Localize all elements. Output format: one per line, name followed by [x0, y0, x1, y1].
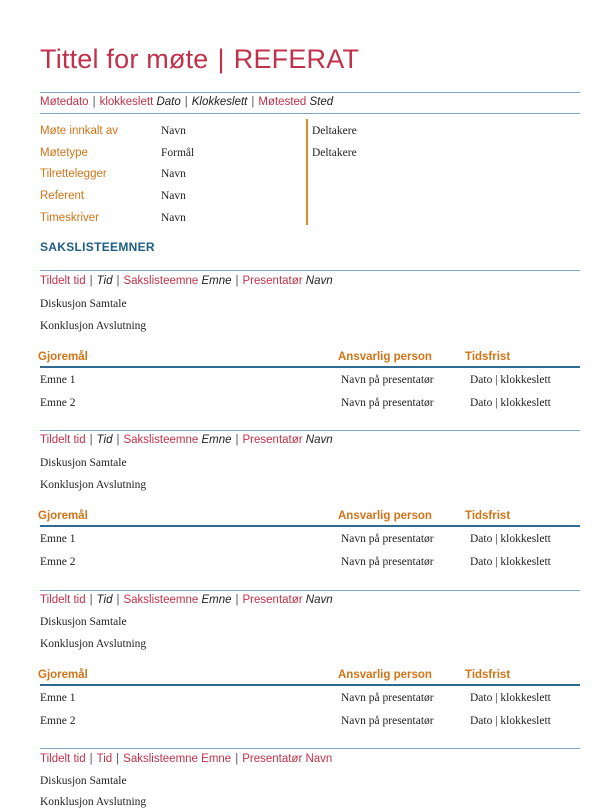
discussion-text: Diskusjon Samtale [40, 298, 127, 310]
action-person: Navn på presentatør [341, 374, 434, 386]
person-column-header: Ansvarlig person [338, 510, 432, 522]
agenda-topic-label: Sakslisteemne [123, 434, 199, 446]
action-person: Navn på presentatør [341, 692, 434, 704]
task-column-header: Gjoremål [38, 669, 88, 681]
separator: | [235, 275, 239, 287]
separator: | [235, 434, 239, 446]
action-task: Emne 1 [40, 374, 76, 386]
participant: Deltakere [312, 125, 357, 137]
date-label: Møtedato [40, 96, 89, 108]
info-value: Navn [161, 190, 186, 202]
presenter-label: Presentatør [242, 434, 303, 446]
separator: | [116, 275, 120, 287]
deadline-column-header: Tidsfrist [465, 510, 511, 522]
separator: | [89, 753, 93, 765]
info-value: Navn [161, 168, 186, 180]
actions-header-rule [40, 525, 580, 527]
conclusion-text: Konklusjon Avslutning [40, 479, 147, 491]
agenda-topic-label: Sakslisteemne [123, 275, 199, 287]
info-rule [40, 113, 580, 114]
time-value: Tid [96, 434, 113, 446]
action-task: Emne 2 [40, 397, 76, 409]
allotted-time-label: Tildelt tid [40, 275, 86, 287]
meeting-info-line [40, 96, 333, 108]
topic-value: Emne [201, 275, 232, 287]
person-column-header: Ansvarlig person [338, 669, 432, 681]
agenda-topic-label: Sakslisteemne [123, 594, 199, 606]
actions-header-rule [40, 366, 580, 368]
separator: | [92, 96, 96, 108]
separator: | [89, 275, 93, 287]
action-deadline: Dato | klokkeslett [470, 556, 551, 568]
title-tag: REFERAT [233, 44, 360, 74]
task-column-header: Gjoremål [38, 510, 88, 522]
info-label: Timeskriver [40, 212, 99, 224]
info-label: Referent [40, 190, 85, 202]
presenter-label: Presentatør [242, 753, 303, 765]
action-person: Navn på presentatør [341, 556, 434, 568]
task-column-header: Gjoremål [38, 351, 88, 363]
time-label: klokkeslett [99, 96, 154, 108]
agenda-line [40, 275, 333, 287]
place-label: Møtested [258, 96, 307, 108]
time-value: Tid [96, 753, 113, 765]
presenter-label: Presentatør [242, 275, 303, 287]
action-deadline: Dato | klokkeslett [470, 715, 551, 727]
separator: | [184, 96, 188, 108]
agenda-line [40, 434, 333, 446]
action-deadline: Dato | klokkeslett [470, 692, 551, 704]
person-column-header: Ansvarlig person [338, 351, 432, 363]
info-label: Tilrettelegger [40, 168, 107, 180]
place-value: Sted [309, 96, 334, 108]
info-label: Møtetype [40, 147, 88, 159]
separator: | [235, 753, 239, 765]
separator: | [251, 96, 255, 108]
topic-value: Emne [201, 594, 232, 606]
presenter-label: Presentatør [242, 594, 303, 606]
agenda-rule [40, 270, 580, 271]
title-separator: | [217, 44, 225, 74]
allotted-time-label: Tildelt tid [40, 434, 86, 446]
topic-value: Emne [201, 753, 232, 765]
action-task: Emne 2 [40, 556, 76, 568]
topic-value: Emne [201, 434, 232, 446]
time-value: Klokkeslett [191, 96, 248, 108]
agenda-topic-label: Sakslisteemne [123, 753, 198, 765]
action-deadline: Dato | klokkeslett [470, 397, 551, 409]
agenda-rule [40, 748, 580, 749]
page-title [40, 44, 359, 75]
presenter-value: Navn [305, 434, 333, 446]
action-task: Emne 2 [40, 715, 76, 727]
presenter-value: Navn [305, 275, 333, 287]
section-heading: SAKSLISTEEMNER [40, 240, 155, 254]
conclusion-text: Konklusjon Avslutning [40, 796, 147, 808]
allotted-time-label: Tildelt tid [40, 594, 86, 606]
info-value: Formål [161, 147, 195, 159]
agenda-rule [40, 430, 580, 431]
info-value: Navn [161, 212, 186, 224]
separator: | [89, 434, 93, 446]
separator: | [116, 594, 120, 606]
action-deadline: Dato | klokkeslett [470, 374, 551, 386]
date-value: Dato [156, 96, 181, 108]
action-person: Navn på presentatør [341, 715, 434, 727]
info-label: Møte innkalt av [40, 125, 118, 137]
deadline-column-header: Tidsfrist [465, 669, 511, 681]
separator: | [89, 594, 93, 606]
agenda-rule [40, 590, 580, 591]
action-person: Navn på presentatør [341, 397, 434, 409]
conclusion-text: Konklusjon Avslutning [40, 638, 147, 650]
agenda-line [40, 753, 332, 765]
info-value: Navn [161, 125, 186, 137]
discussion-text: Diskusjon Samtale [40, 457, 127, 469]
discussion-text: Diskusjon Samtale [40, 775, 127, 787]
action-task: Emne 1 [40, 533, 76, 545]
presenter-value: Navn [305, 753, 333, 765]
presenter-value: Navn [305, 594, 333, 606]
separator: | [116, 434, 120, 446]
action-person: Navn på presentatør [341, 533, 434, 545]
title-main: Tittel for møte [40, 44, 209, 74]
conclusion-text: Konklusjon Avslutning [40, 320, 147, 332]
separator: | [116, 753, 120, 765]
action-task: Emne 1 [40, 692, 76, 704]
allotted-time-label: Tildelt tid [40, 753, 86, 765]
participants-divider [306, 119, 308, 225]
title-rule [40, 92, 580, 93]
actions-header-rule [40, 684, 580, 686]
agenda-line [40, 594, 333, 606]
separator: | [235, 594, 239, 606]
participant: Deltakere [312, 147, 357, 159]
time-value: Tid [96, 275, 113, 287]
deadline-column-header: Tidsfrist [465, 351, 511, 363]
action-deadline: Dato | klokkeslett [470, 533, 551, 545]
time-value: Tid [96, 594, 113, 606]
discussion-text: Diskusjon Samtale [40, 616, 127, 628]
